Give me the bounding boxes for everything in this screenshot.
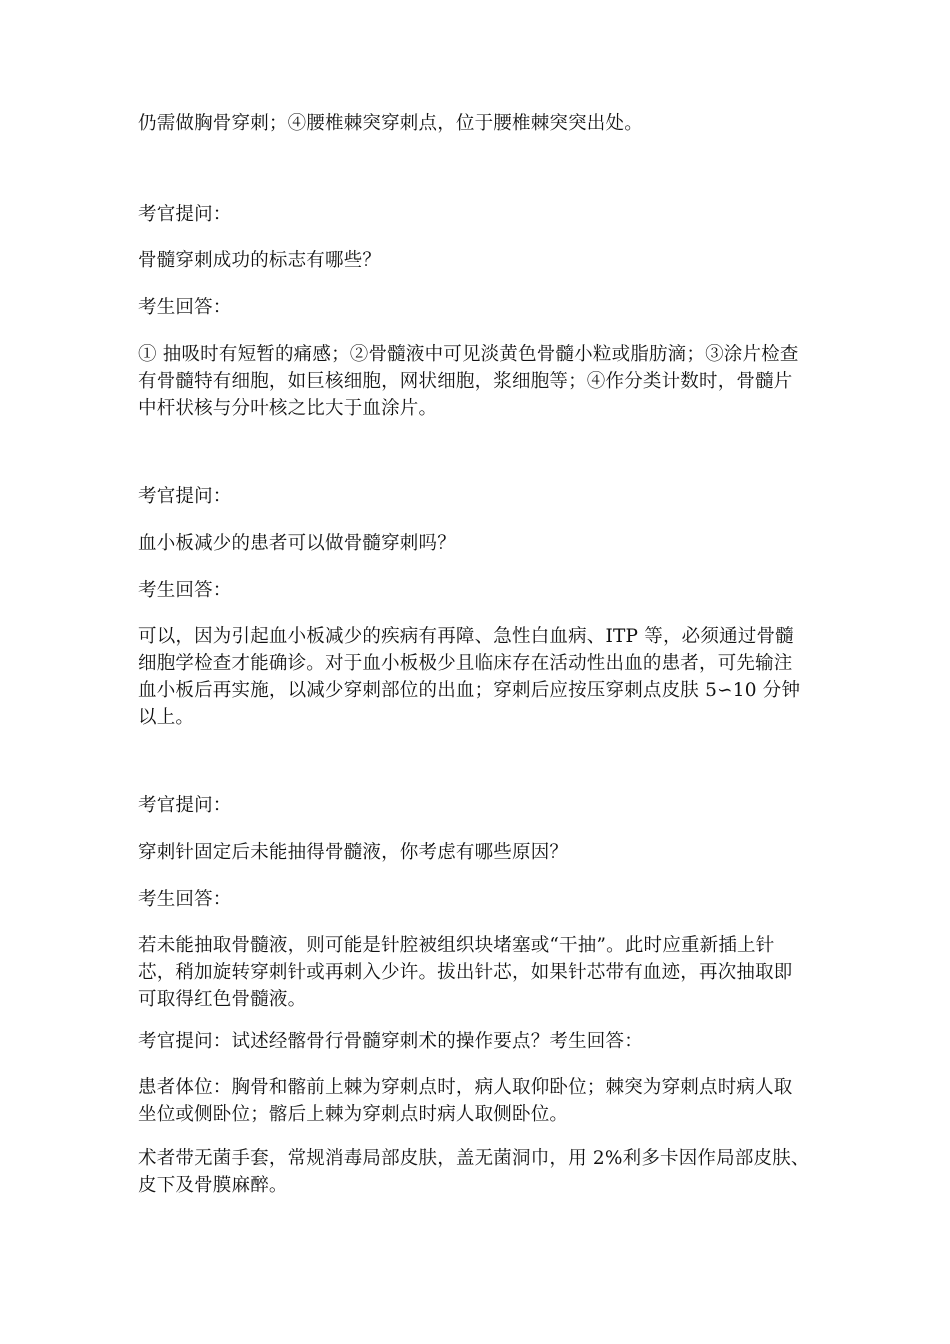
candidate-answer bbox=[138, 341, 818, 422]
examiner-question bbox=[138, 530, 818, 557]
text-line: 以上。 bbox=[138, 707, 195, 728]
text-line: 考官提问： bbox=[138, 795, 232, 816]
candidate-answer-label bbox=[138, 577, 818, 604]
text-line: 仍需做胸骨穿刺；④腰椎棘突穿刺点，位于腰椎棘突突出处。 bbox=[138, 113, 643, 134]
paragraph-continuation bbox=[138, 110, 818, 137]
examiner-question-label bbox=[138, 201, 818, 228]
text-line: 考官提问： bbox=[138, 204, 232, 225]
text-line: 考生回答： bbox=[138, 580, 232, 601]
text-line: 患者体位：胸骨和髂前上棘为穿刺点时，病人取仰卧位；棘突为穿刺点时病人取 bbox=[138, 1077, 793, 1098]
text-line: 有骨髓特有细胞，如巨核细胞，网状细胞，浆细胞等；④作分类计数时，骨髓片 bbox=[138, 371, 793, 392]
examiner-question-label bbox=[138, 792, 818, 819]
candidate-answer bbox=[138, 623, 818, 731]
text-line: 若未能抽取骨髓液，则可能是针腔被组织块堵塞或“干抽”。此时应重新插上针 bbox=[138, 935, 775, 956]
text-line: 可以，因为引起血小板减少的疾病有再障、急性白血病、ITP 等，必须通过骨髓 bbox=[138, 626, 794, 647]
text-line: 可取得红色骨髓液。 bbox=[138, 989, 307, 1010]
examiner-question-with-answer-label bbox=[138, 1028, 818, 1055]
examiner-question bbox=[138, 839, 818, 866]
text-line: 考生回答： bbox=[138, 297, 232, 318]
text-line: 皮下及骨膜麻醉。 bbox=[138, 1175, 288, 1196]
text-line: 术者带无菌手套，常规消毒局部皮肤，盖无菌洞巾，用 2%利多卡因作局部皮肤、 bbox=[138, 1148, 810, 1169]
text-line: ① 抽吸时有短暂的痛感；②骨髓液中可见淡黄色骨髓小粒或脂肪滴；③涂片检查 bbox=[138, 344, 799, 365]
candidate-answer bbox=[138, 932, 818, 1013]
candidate-answer-label bbox=[138, 886, 818, 913]
text-line: 血小板后再实施，以减少穿刺部位的出血；穿刺后应按压穿刺点皮肤 5∽10 分钟 bbox=[138, 680, 801, 701]
candidate-answer bbox=[138, 1074, 818, 1128]
examiner-question bbox=[138, 247, 818, 274]
text-line: 血小板减少的患者可以做骨髓穿刺吗？ bbox=[138, 533, 456, 554]
text-line: 考官提问：试述经髂骨行骨髓穿刺术的操作要点？考生回答： bbox=[138, 1031, 643, 1052]
examiner-question-label bbox=[138, 483, 818, 510]
candidate-answer-label bbox=[138, 294, 818, 321]
text-line: 坐位或侧卧位；髂后上棘为穿刺点时病人取侧卧位。 bbox=[138, 1104, 569, 1125]
text-line: 穿刺针固定后未能抽得骨髓液，你考虑有哪些原因？ bbox=[138, 842, 569, 863]
text-line: 中杆状核与分叶核之比大于血涂片。 bbox=[138, 398, 438, 419]
text-line: 芯，稍加旋转穿刺针或再刺入少许。拔出针芯，如果针芯带有血迹，再次抽取即 bbox=[138, 962, 793, 983]
text-line: 考官提问： bbox=[138, 486, 232, 507]
candidate-answer bbox=[138, 1145, 818, 1199]
text-line: 考生回答： bbox=[138, 889, 232, 910]
text-line: 细胞学检查才能确诊。对于血小板极少且临床存在活动性出血的患者，可先输注 bbox=[138, 653, 793, 674]
text-line: 骨髓穿刺成功的标志有哪些？ bbox=[138, 250, 382, 271]
